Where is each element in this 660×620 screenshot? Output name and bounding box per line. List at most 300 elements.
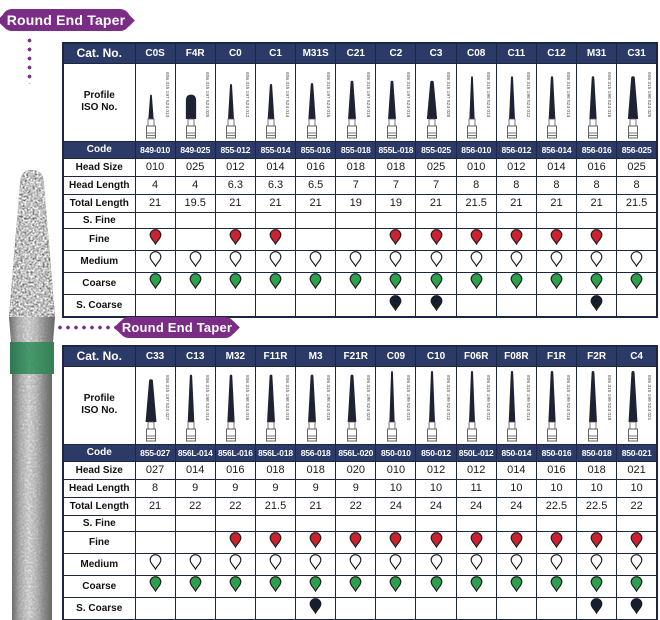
grit-medium-white <box>617 250 657 272</box>
iso-number: 806 315 197 524 025 <box>445 72 451 118</box>
code-856-016: 856-016 <box>577 141 617 158</box>
head_size-value: 025 <box>416 158 456 176</box>
total_length-value: 21.5 <box>255 497 295 515</box>
label-fine: Fine <box>63 531 135 553</box>
head_length-value: 10 <box>376 479 416 497</box>
grit-coarse-green <box>376 272 416 294</box>
grit-fine-red <box>376 531 416 553</box>
cat-no-C12: C12 <box>536 43 576 63</box>
label-head_length: Head Length <box>63 479 135 497</box>
label-s_fine: S. Fine <box>63 515 135 531</box>
iso-number: 806 315 197 524 018 <box>404 72 410 118</box>
grit-medium-white <box>296 553 336 575</box>
head_size-value: 018 <box>577 461 617 479</box>
grit-marker-white <box>510 554 523 570</box>
grit-coarse-green <box>215 272 255 294</box>
code-856-014: 856-014 <box>536 141 576 158</box>
cat-no-F1R: F1R <box>536 346 576 366</box>
grit-fine-red <box>536 228 576 250</box>
cat-no-C21: C21 <box>336 43 376 63</box>
profile-M3 <box>296 366 336 444</box>
grit-s_fine-empty <box>376 515 416 531</box>
bur-profile-icon <box>176 370 214 442</box>
profile-C1 <box>255 63 295 141</box>
code-850-012: 850-012 <box>416 444 456 461</box>
total_length-value: 19 <box>336 194 376 212</box>
grit-marker-black <box>430 295 443 311</box>
iso-number: 806 315 197 524 016 <box>324 72 330 118</box>
grit-coarse-green <box>496 272 536 294</box>
bur-profile-icon <box>256 67 294 139</box>
grit-medium-white <box>336 553 376 575</box>
grit-marker-green <box>149 576 162 592</box>
grit-marker-white <box>630 554 643 570</box>
grit-fine-red <box>255 228 295 250</box>
profile-F1R <box>536 366 576 444</box>
grit-marker-white <box>550 251 563 267</box>
bur-profile-icon <box>377 67 415 139</box>
grit-fine-red <box>215 531 255 553</box>
cat-no-C08: C08 <box>456 43 496 63</box>
grit-coarse-green <box>215 575 255 597</box>
head_length-value: 10 <box>496 479 536 497</box>
iso-number: 806 315 198 524 010 <box>485 72 491 118</box>
grit-marker-red <box>590 229 603 245</box>
grit-row-coarse <box>63 272 657 294</box>
profile-F21R <box>336 366 376 444</box>
profile-label-line2: ISO No. <box>81 102 118 113</box>
profile-C31 <box>617 63 657 141</box>
code-856L-016: 856L-016 <box>215 444 255 461</box>
code-855-012: 855-012 <box>215 141 255 158</box>
grit-s_coarse-empty <box>215 294 255 317</box>
cat-no-F21R: F21R <box>336 346 376 366</box>
grit-medium-white <box>215 553 255 575</box>
grit-s_fine-empty <box>175 212 215 228</box>
head_length-value: 10 <box>536 479 576 497</box>
head_size-value: 016 <box>215 461 255 479</box>
total_length-value: 24 <box>416 497 456 515</box>
grit-fine-red <box>577 531 617 553</box>
code-856-012: 856-012 <box>496 141 536 158</box>
head_size-value: 018 <box>255 461 295 479</box>
grit-marker-red <box>470 229 483 245</box>
iso-number: 806 315 198 524 020 <box>364 375 370 421</box>
total_length-value: 21 <box>296 194 336 212</box>
profile-C08 <box>456 63 496 141</box>
grit-marker-white <box>229 251 242 267</box>
grit-row-medium <box>63 250 657 272</box>
code-850-014: 850-014 <box>496 444 536 461</box>
total_length-value: 21 <box>296 497 336 515</box>
grit-fine-red <box>496 228 536 250</box>
grit-marker-green <box>349 273 362 289</box>
grit-fine-red <box>577 228 617 250</box>
head_size-value: 014 <box>175 461 215 479</box>
cat-no-M31: M31 <box>577 43 617 63</box>
grit-marker-white <box>149 554 162 570</box>
section-ribbon-1 <box>2 9 130 31</box>
head_size-value: 010 <box>376 461 416 479</box>
profile-iso-label <box>63 63 135 141</box>
code-855-025: 855-025 <box>416 141 456 158</box>
grit-marker-white <box>590 251 603 267</box>
grit-fine-red <box>336 531 376 553</box>
head_length-value: 4 <box>135 176 175 194</box>
grit-marker-red <box>389 229 402 245</box>
head_size-value: 014 <box>496 461 536 479</box>
iso-number: 806 315 197 524 025 <box>204 72 210 118</box>
grit-s_coarse-black <box>296 597 336 620</box>
iso-number: 806 315 199 524 016 <box>565 375 571 421</box>
profile-C11 <box>496 63 536 141</box>
head_size-value: 014 <box>536 158 576 176</box>
bur-profile-icon <box>457 370 495 442</box>
head_size-value: 016 <box>536 461 576 479</box>
iso-number: 806 315 198 524 016 <box>605 72 611 118</box>
head_length-value: 11 <box>456 479 496 497</box>
iso-number: 806 315 199 524 018 <box>605 375 611 421</box>
grit-medium-white <box>135 553 175 575</box>
head_length-value: 7 <box>416 176 456 194</box>
grit-marker-black <box>389 295 402 311</box>
profile-C21 <box>336 63 376 141</box>
grit-fine-empty <box>135 531 175 553</box>
grit-coarse-green <box>577 575 617 597</box>
grit-marker-green <box>349 576 362 592</box>
label-head_size: Head Size <box>63 158 135 176</box>
cat-no-C0S: C0S <box>135 43 175 63</box>
grit-s_coarse-empty <box>536 597 576 620</box>
grit-marker-black <box>630 598 643 614</box>
profile-C2 <box>376 63 416 141</box>
grit-coarse-green <box>456 272 496 294</box>
catalog-number-row <box>63 43 657 63</box>
head_length-value: 10 <box>617 479 657 497</box>
grit-marker-red <box>430 229 443 245</box>
iso-number: 806 315 198 524 012 <box>525 72 531 118</box>
head_size-value: 010 <box>135 158 175 176</box>
grit-marker-white <box>550 554 563 570</box>
iso-number: 806 315 198 524 025 <box>645 72 651 118</box>
head_length-value: 6.3 <box>255 176 295 194</box>
grit-marker-green <box>189 576 202 592</box>
grit-marker-white <box>590 554 603 570</box>
grit-s_fine-empty <box>336 515 376 531</box>
grit-s_coarse-empty <box>617 294 657 317</box>
head_length-value: 8 <box>577 176 617 194</box>
grit-coarse-green <box>296 575 336 597</box>
grit-s_coarse-empty <box>336 597 376 620</box>
grit-marker-red <box>470 532 483 548</box>
grit-marker-green <box>269 576 282 592</box>
grit-s_coarse-empty <box>255 597 295 620</box>
bur-profile-icon <box>417 67 455 139</box>
profile-M31 <box>577 63 617 141</box>
code-row <box>63 444 657 461</box>
grit-fine-red <box>215 228 255 250</box>
bur-profile-icon <box>618 67 656 139</box>
code-856-018: 856-018 <box>296 444 336 461</box>
total_length-value: 22.5 <box>577 497 617 515</box>
grit-medium-white <box>416 553 456 575</box>
code-label: Code <box>63 141 135 158</box>
grit-marker-green <box>590 273 603 289</box>
total_length-value: 21.5 <box>617 194 657 212</box>
grit-marker-green <box>389 273 402 289</box>
bur-profile-icon <box>337 370 375 442</box>
grit-fine-empty <box>175 228 215 250</box>
spec-row-head_length <box>63 176 657 194</box>
grit-marker-green <box>389 576 402 592</box>
grit-row-s_fine <box>63 212 657 228</box>
grit-s_fine-empty <box>496 212 536 228</box>
cat-no-label: Cat. No. <box>63 43 135 63</box>
cat-no-C2: C2 <box>376 43 416 63</box>
grit-fine-empty <box>336 228 376 250</box>
grit-medium-white <box>336 250 376 272</box>
grit-marker-green <box>430 273 443 289</box>
grit-s_coarse-empty <box>496 294 536 317</box>
grit-marker-green <box>189 273 202 289</box>
total_length-value: 21 <box>416 194 456 212</box>
label-coarse: Coarse <box>63 272 135 294</box>
grit-coarse-green <box>577 272 617 294</box>
profile-iso-label <box>63 366 135 444</box>
grit-s_fine-empty <box>577 515 617 531</box>
code-855-014: 855-014 <box>255 141 295 158</box>
bur-profile-icon <box>417 370 455 442</box>
head_length-value: 10 <box>416 479 456 497</box>
diamond-bur-photo <box>1 84 63 620</box>
grit-marker-white <box>430 251 443 267</box>
grit-medium-white <box>416 250 456 272</box>
profile-C0 <box>215 63 255 141</box>
section-title: Round End Taper <box>121 320 233 335</box>
grit-coarse-green <box>416 575 456 597</box>
label-s_fine: S. Fine <box>63 212 135 228</box>
cat-no-C11: C11 <box>496 43 536 63</box>
cat-no-C10: C10 <box>416 346 456 366</box>
grit-s_coarse-empty <box>175 597 215 620</box>
grit-marker-red <box>550 532 563 548</box>
profile-C0S <box>135 63 175 141</box>
grit-marker-red <box>550 229 563 245</box>
label-head_size: Head Size <box>63 461 135 479</box>
profile-M32 <box>215 366 255 444</box>
grit-coarse-green <box>536 272 576 294</box>
grit-marker-white <box>430 554 443 570</box>
cat-no-C33: C33 <box>135 346 175 366</box>
cat-no-C31: C31 <box>617 43 657 63</box>
cat-no-F08R: F08R <box>496 346 536 366</box>
grit-s_coarse-empty <box>135 597 175 620</box>
grit-fine-red <box>135 228 175 250</box>
cat-no-C1: C1 <box>255 43 295 63</box>
spec-table-lower <box>62 345 658 620</box>
grit-marker-red <box>229 532 242 548</box>
profile-F11R <box>255 366 295 444</box>
cat-no-C3: C3 <box>416 43 456 63</box>
grit-coarse-green <box>617 272 657 294</box>
grit-medium-white <box>135 250 175 272</box>
profile-F06R <box>456 366 496 444</box>
cat-no-label: Cat. No. <box>63 346 135 366</box>
head_size-value: 016 <box>577 158 617 176</box>
grit-marker-red <box>269 229 282 245</box>
grit-medium-white <box>215 250 255 272</box>
head_length-value: 8 <box>135 479 175 497</box>
code-856-025: 856-025 <box>617 141 657 158</box>
head_size-value: 018 <box>296 461 336 479</box>
grit-s_fine-empty <box>416 515 456 531</box>
code-856L-020: 856L-020 <box>336 444 376 461</box>
iso-number: 806 315 199 524 010 <box>404 375 410 421</box>
iso-number: 806 315 199 524 012 <box>445 375 451 421</box>
grit-marker-red <box>430 532 443 548</box>
label-medium: Medium <box>63 250 135 272</box>
bur-profile-icon <box>537 370 575 442</box>
total_length-value: 24 <box>376 497 416 515</box>
grit-fine-red <box>536 531 576 553</box>
grit-s_coarse-empty <box>215 597 255 620</box>
head_length-value: 9 <box>336 479 376 497</box>
bur-profile-icon <box>578 67 616 139</box>
profile-C4 <box>617 366 657 444</box>
profile-C09 <box>376 366 416 444</box>
head_length-value: 8 <box>496 176 536 194</box>
grit-marker-red <box>590 532 603 548</box>
bur-profile-icon <box>216 67 254 139</box>
label-fine: Fine <box>63 228 135 250</box>
iso-number: 806 315 199 524 021 <box>645 375 651 421</box>
grit-fine-red <box>456 531 496 553</box>
code-855-016: 855-016 <box>296 141 336 158</box>
grit-marker-green <box>550 273 563 289</box>
grit-coarse-green <box>416 272 456 294</box>
bur-profile-icon <box>457 67 495 139</box>
grit-s_coarse-empty <box>536 294 576 317</box>
grit-s_fine-empty <box>416 212 456 228</box>
grit-s_coarse-empty <box>296 294 336 317</box>
grit-marker-green <box>430 576 443 592</box>
total_length-value: 24 <box>456 497 496 515</box>
grit-fine-red <box>296 531 336 553</box>
grit-marker-green <box>590 576 603 592</box>
grit-s_fine-empty <box>296 212 336 228</box>
grit-marker-white <box>149 251 162 267</box>
grit-s_coarse-black <box>577 597 617 620</box>
total_length-value: 21 <box>135 194 175 212</box>
grit-marker-white <box>229 554 242 570</box>
iso-number: 806 315 197 524 014 <box>284 72 290 118</box>
grit-medium-white <box>255 250 295 272</box>
grit-coarse-green <box>336 272 376 294</box>
grit-s_fine-empty <box>336 212 376 228</box>
head_length-value: 7 <box>336 176 376 194</box>
spec-row-head_size <box>63 158 657 176</box>
iso-number: 806 315 198 524 016 <box>244 375 250 421</box>
grit-marker-white <box>349 251 362 267</box>
total_length-value: 22 <box>215 497 255 515</box>
grit-medium-white <box>496 250 536 272</box>
code-855-027: 855-027 <box>135 444 175 461</box>
grit-row-s_fine <box>63 515 657 531</box>
head_size-value: 014 <box>255 158 295 176</box>
grit-coarse-green <box>456 575 496 597</box>
grit-medium-white <box>577 553 617 575</box>
head_size-value: 012 <box>496 158 536 176</box>
profile-C33 <box>135 366 175 444</box>
grit-s_coarse-empty <box>135 294 175 317</box>
total_length-value: 19 <box>376 194 416 212</box>
grit-medium-white <box>175 250 215 272</box>
head_size-value: 027 <box>135 461 175 479</box>
iso-number: 806 315 197 524 012 <box>244 72 250 118</box>
profile-C13 <box>175 366 215 444</box>
grit-marker-green <box>510 576 523 592</box>
code-856L-014: 856L-014 <box>175 444 215 461</box>
code-849-025: 849-025 <box>175 141 215 158</box>
cat-no-M32: M32 <box>215 346 255 366</box>
grit-s_fine-empty <box>577 212 617 228</box>
grit-marker-green <box>229 576 242 592</box>
head_length-value: 8 <box>536 176 576 194</box>
grit-marker-green <box>550 576 563 592</box>
grit-marker-green <box>229 273 242 289</box>
iso-number: 806 315 198 524 018 <box>324 375 330 421</box>
grit-s_coarse-black <box>376 294 416 317</box>
code-855-018: 855-018 <box>336 141 376 158</box>
spec-row-head_size <box>63 461 657 479</box>
total_length-value: 22.5 <box>536 497 576 515</box>
grit-marker-white <box>269 251 282 267</box>
iso-number: 806 315 198 524 018 <box>284 375 290 421</box>
head_size-value: 020 <box>336 461 376 479</box>
bur-profile-icon <box>136 67 174 139</box>
head_size-value: 021 <box>617 461 657 479</box>
head_size-value: 010 <box>456 158 496 176</box>
grit-s_coarse-black <box>577 294 617 317</box>
code-row <box>63 141 657 158</box>
cat-no-C0: C0 <box>215 43 255 63</box>
grit-medium-white <box>577 250 617 272</box>
grit-row-s_coarse <box>63 597 657 620</box>
dotted-leader-horizontal <box>56 325 118 330</box>
grit-fine-red <box>496 531 536 553</box>
profile-F08R <box>496 366 536 444</box>
iso-number: 806 315 199 524 012 <box>485 375 491 421</box>
label-head_length: Head Length <box>63 176 135 194</box>
grit-s_fine-empty <box>496 515 536 531</box>
total_length-value: 24 <box>496 497 536 515</box>
grit-s_fine-empty <box>135 515 175 531</box>
cat-no-M3: M3 <box>296 346 336 366</box>
grit-coarse-green <box>135 575 175 597</box>
grit-fine-red <box>617 531 657 553</box>
head_size-value: 012 <box>215 158 255 176</box>
grit-marker-green <box>470 576 483 592</box>
grit-marker-white <box>309 554 322 570</box>
profile-C10 <box>416 366 456 444</box>
iso-number: 806 315 197 524 010 <box>164 72 170 118</box>
iso-number: 806 315 199 524 014 <box>525 375 531 421</box>
bur-profile-icon <box>537 67 575 139</box>
grit-s_fine-empty <box>215 212 255 228</box>
head_length-value: 9 <box>255 479 295 497</box>
head_length-value: 9 <box>175 479 215 497</box>
grit-medium-white <box>536 553 576 575</box>
